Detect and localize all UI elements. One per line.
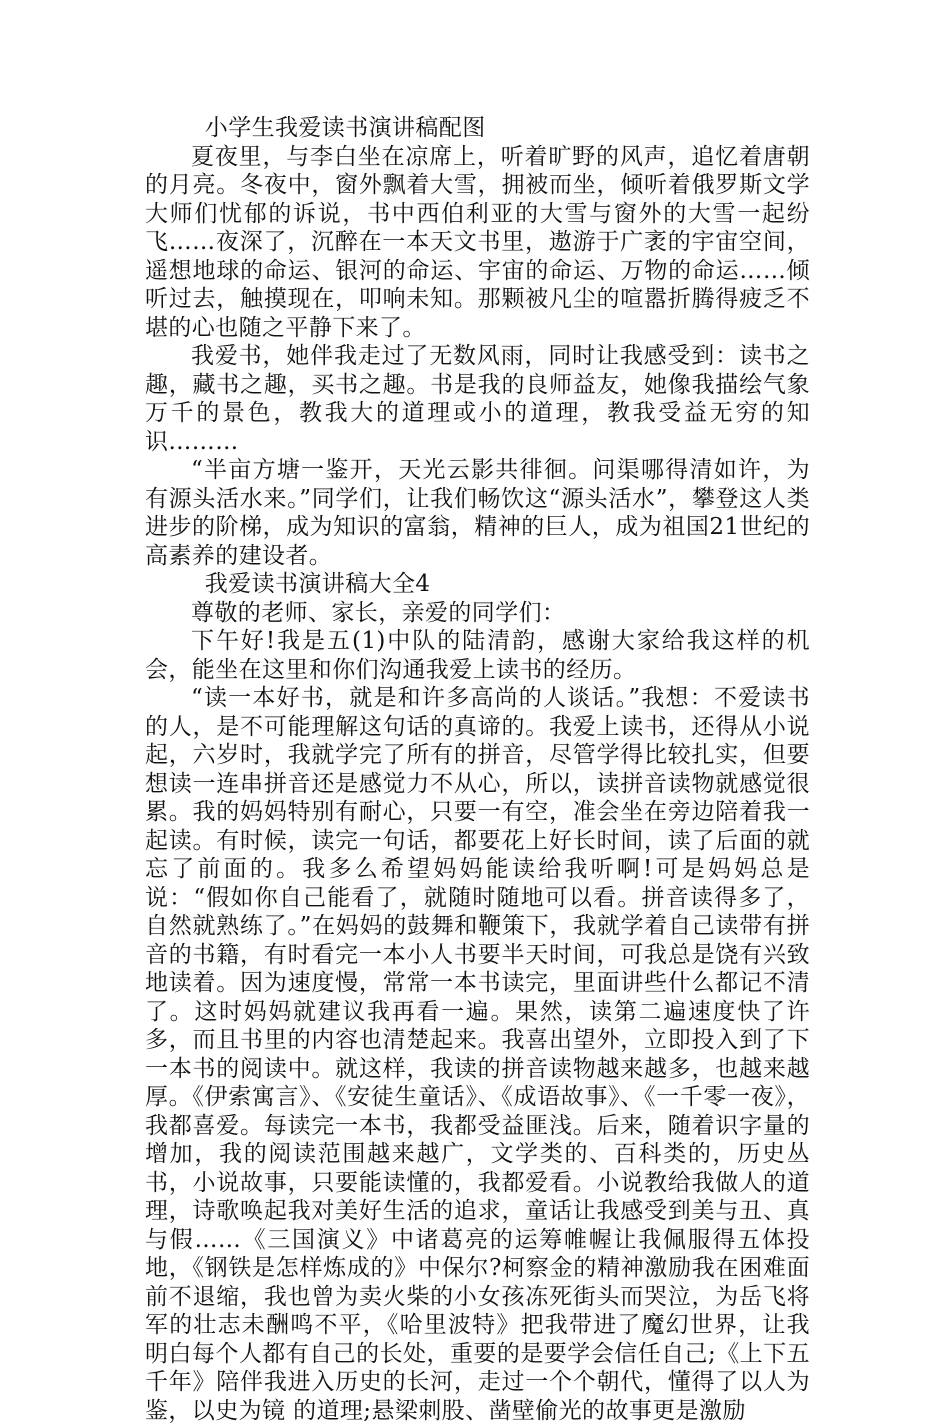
paragraph-greeting: 下午好!我是五(1)中队的陆清韵，感谢大家给我这样的机会，能坐在这里和你们沟通我爱上读书的经历。: [145, 628, 810, 683]
section-heading: 我爱读书演讲稿大全4: [204, 571, 431, 597]
paragraph-i-love-books: 我爱书，她伴我走过了无数风雨，同时让我感受到：读书之趣，藏书之趣，买书之趣。书是我的良师益友，她像我描绘气象万千的景色，教我大的道理或小的道理，教我受益无穷的知识………: [145, 343, 810, 455]
paragraph-summer-night: 夏夜里，与李白坐在凉席上，听着旷野的风声，追忆着唐朝的月亮。冬夜中，窗外飘着大雪，拥被而坐，倾听着俄罗斯文学大师们忧郁的诉说，书中西伯利亚的大雪与窗外的大雪一起纷飞……夜深了，沉醉在一本天文书里，遨游于广袤的宇宙空间，遥想地球的命运、银河的命运、宇宙的命运、万物的命运……倾听过去，触摸现在，叩响未知。那颗被凡尘的喧嚣折腾得疲乏不堪的心也随之平静下来了。: [145, 143, 810, 341]
paragraph-reading-story: “读一本好书，就是和许多高尚的人谈话。”我想：不爱读书的人，是不可能理解这句话的真谛的。我爱上读书，还得从小说起，六岁时，我就学完了所有的拼音，尽管学得比较扎实，但要想读一连串拼音还是感觉力不从心，所以，读拼音读物就感觉很累。我的妈妈特别有耐心，只要一有空，准会坐在旁边陪着我一起读。有时候，读完一句话，都要花上好长时间，读了后面的就忘了前面的。我多么希望妈妈能读给我听啊!可是妈妈总是说：“假如你自己能看了，就随时随地可以看。拼音读得多了，自然就熟练了。”在妈妈的鼓舞和鞭策下，我就学着自己读带有拼音的书籍，有时看完一本小人书要半天时间，可我总是饶有兴致地读着。因为速度慢，常常一本书读完，里面讲些什么都记不清了。这时妈妈就建议我再看一遍。果然，读第二遍速度快了许多，而且书里的内容也清楚起来。我喜出望外，立即投入到了下一本书的阅读中。就这样，我读的拼音读物越来越多，也越来越厚。《伊索寓言》、《安徒生童话》、《成语故事》、《一千零一夜》，我都喜爱。每读完一本书，我都受益匪浅。后来，随着识字量的增加，我的阅读范围越来越广，文学类的、百科类的，历史丛书，小说故事，只要能读懂的，我都爱看。小说教给我做人的道理，诗歌唤起我对美好生活的追求，童话让我感受到美与丑、真与假……《三国演义》中诸葛亮的运筹帷幄让我佩服得五体投地，《钢铁是怎样炼成的》中保尔?柯察金的精神激励我在困难面前不退缩，我也曾为卖火柴的小女孩冻死街头而哭泣，为岳飞将军的壮志未酬鸣不平，《哈里波特》把我带进了魔幻世界，让我明白每个人都有自己的长处，重要的是要学会信任自己;《上下五千年》陪伴我进入历史的长河，走过一个个朝代，懂得了以人为鉴，以史为镜 的道理;悬梁刺股、凿壁偷光的故事更是激励: [145, 685, 810, 1424]
document-title: 小学生我爱读书演讲稿配图: [204, 115, 486, 141]
document-body: [145, 114, 810, 1425]
paragraph-poem-quote: “半亩方塘一鉴开，天光云影共徘徊。问渠哪得清如许，为有源头活水来。”同学们，让我们畅饮这“源头活水”，攀登这人类进步的阶梯，成为知识的富翁，精神的巨人，成为祖国21世纪的高素养的建设者。: [145, 457, 810, 569]
paragraph-salutation: 尊敬的老师、家长，亲爱的同学们：: [191, 599, 566, 626]
